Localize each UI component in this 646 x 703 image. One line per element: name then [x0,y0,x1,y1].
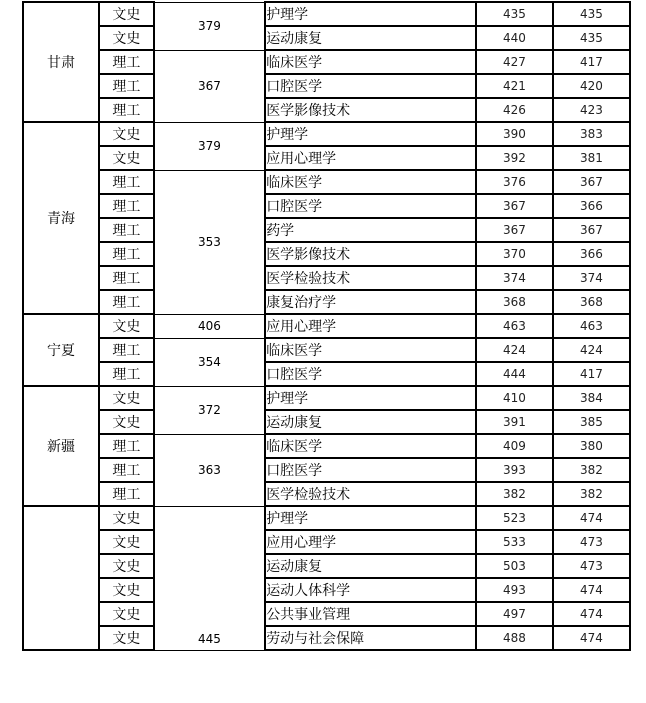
min-score-cell: 380 [553,434,630,458]
major-cell: 运动康复 [265,554,476,578]
min-score-cell: 474 [553,506,630,530]
table-row [23,434,630,458]
subject-type-cell: 理工 [99,338,154,362]
subject-type-cell: 文史 [99,2,154,26]
max-score-cell: 493 [476,578,553,602]
max-score-cell: 370 [476,242,553,266]
table-row [23,482,630,506]
major-cell: 医学影像技术 [265,98,476,122]
min-score-cell: 382 [553,482,630,506]
subject-type-cell: 理工 [99,482,154,506]
max-score-cell: 391 [476,410,553,434]
table-row [23,338,630,362]
major-cell: 临床医学 [265,50,476,74]
province-cell: 甘肃 [23,2,99,122]
major-cell: 应用心理学 [265,314,476,338]
control-line-cell: 354 [154,338,265,386]
control-line-cell: 379 [154,122,265,170]
major-cell: 医学影像技术 [265,242,476,266]
table-row [23,122,630,146]
major-cell: 护理学 [265,506,476,530]
subject-type-cell: 文史 [99,26,154,50]
min-score-cell: 474 [553,626,630,650]
subject-type-cell: 理工 [99,266,154,290]
major-cell: 口腔医学 [265,458,476,482]
table-row [23,98,630,122]
max-score-cell: 367 [476,218,553,242]
control-line-cell: 367 [154,50,265,122]
min-score-cell: 474 [553,602,630,626]
table-row [23,26,630,50]
min-score-cell: 463 [553,314,630,338]
table-row [23,290,630,314]
max-score-cell: 463 [476,314,553,338]
subject-type-cell: 理工 [99,458,154,482]
max-score-cell: 424 [476,338,553,362]
major-cell: 应用心理学 [265,530,476,554]
table-row [23,266,630,290]
max-score-cell: 368 [476,290,553,314]
min-score-cell: 384 [553,386,630,410]
subject-type-cell: 文史 [99,554,154,578]
min-score-cell: 382 [553,458,630,482]
major-cell: 临床医学 [265,434,476,458]
max-score-cell: 427 [476,50,553,74]
min-score-cell: 385 [553,410,630,434]
major-cell: 运动康复 [265,26,476,50]
control-line-cell: 379 [154,2,265,50]
table-row [23,602,630,626]
min-score-cell: 473 [553,554,630,578]
min-score-cell: 367 [553,170,630,194]
subject-type-cell: 文史 [99,314,154,338]
table-row [23,530,630,554]
subject-type-cell: 理工 [99,362,154,386]
control-line-cell: 406 [154,314,265,338]
province-cell: 宁夏 [23,314,99,386]
max-score-cell: 426 [476,98,553,122]
subject-type-cell: 理工 [99,170,154,194]
min-score-cell: 423 [553,98,630,122]
subject-type-cell: 文史 [99,530,154,554]
major-cell: 护理学 [265,386,476,410]
major-cell: 口腔医学 [265,194,476,218]
max-score-cell: 440 [476,26,553,50]
major-cell: 医学检验技术 [265,482,476,506]
subject-type-cell: 理工 [99,194,154,218]
table-row [23,218,630,242]
control-line-cell: 363 [154,434,265,506]
max-score-cell: 393 [476,458,553,482]
subject-type-cell: 理工 [99,50,154,74]
max-score-cell: 367 [476,194,553,218]
subject-type-cell: 文史 [99,626,154,650]
table-row [23,458,630,482]
min-score-cell: 474 [553,578,630,602]
min-score-cell: 381 [553,146,630,170]
max-score-cell: 390 [476,122,553,146]
table-row [23,2,630,26]
max-score-cell: 409 [476,434,553,458]
control-line-cell: 372 [154,386,265,434]
max-score-cell: 410 [476,386,553,410]
max-score-cell: 382 [476,482,553,506]
table-row [23,74,630,98]
subject-type-cell: 理工 [99,218,154,242]
table-row [23,506,630,530]
major-cell: 临床医学 [265,170,476,194]
subject-type-cell: 文史 [99,122,154,146]
max-score-cell: 376 [476,170,553,194]
max-score-cell: 444 [476,362,553,386]
subject-type-cell: 理工 [99,74,154,98]
major-cell: 药学 [265,218,476,242]
table-row [23,50,630,74]
admission-scores-table [22,1,631,651]
max-score-cell: 421 [476,74,553,98]
subject-type-cell: 文史 [99,506,154,530]
province-cell: 青海 [23,122,99,314]
table-row [23,410,630,434]
major-cell: 劳动与社会保障 [265,626,476,650]
control-line-cell: 445 [154,506,265,650]
min-score-cell: 374 [553,266,630,290]
table-row [23,386,630,410]
table-row [23,242,630,266]
major-cell: 口腔医学 [265,74,476,98]
major-cell: 口腔医学 [265,362,476,386]
min-score-cell: 368 [553,290,630,314]
table-row [23,626,630,650]
major-cell: 应用心理学 [265,146,476,170]
major-cell: 医学检验技术 [265,266,476,290]
min-score-cell: 435 [553,26,630,50]
subject-type-cell: 文史 [99,410,154,434]
subject-type-cell: 理工 [99,98,154,122]
min-score-cell: 417 [553,50,630,74]
max-score-cell: 497 [476,602,553,626]
major-cell: 康复治疗学 [265,290,476,314]
subject-type-cell: 理工 [99,242,154,266]
table-row [23,554,630,578]
table-row [23,578,630,602]
max-score-cell: 435 [476,2,553,26]
subject-type-cell: 理工 [99,434,154,458]
max-score-cell: 392 [476,146,553,170]
major-cell: 运动人体科学 [265,578,476,602]
subject-type-cell: 文史 [99,602,154,626]
min-score-cell: 435 [553,2,630,26]
max-score-cell: 488 [476,626,553,650]
table-row [23,194,630,218]
min-score-cell: 473 [553,530,630,554]
province-cell [23,506,99,650]
control-line-cell: 353 [154,170,265,314]
major-cell: 公共事业管理 [265,602,476,626]
min-score-cell: 420 [553,74,630,98]
table-row [23,314,630,338]
min-score-cell: 367 [553,218,630,242]
major-cell: 护理学 [265,2,476,26]
subject-type-cell: 文史 [99,386,154,410]
major-cell: 护理学 [265,122,476,146]
min-score-cell: 366 [553,194,630,218]
major-cell: 临床医学 [265,338,476,362]
min-score-cell: 366 [553,242,630,266]
subject-type-cell: 文史 [99,146,154,170]
table-row [23,362,630,386]
max-score-cell: 374 [476,266,553,290]
min-score-cell: 417 [553,362,630,386]
subject-type-cell: 文史 [99,578,154,602]
max-score-cell: 533 [476,530,553,554]
min-score-cell: 383 [553,122,630,146]
max-score-cell: 503 [476,554,553,578]
subject-type-cell: 理工 [99,290,154,314]
min-score-cell: 424 [553,338,630,362]
major-cell: 运动康复 [265,410,476,434]
table-row [23,170,630,194]
table-row [23,146,630,170]
province-cell: 新疆 [23,386,99,506]
max-score-cell: 523 [476,506,553,530]
